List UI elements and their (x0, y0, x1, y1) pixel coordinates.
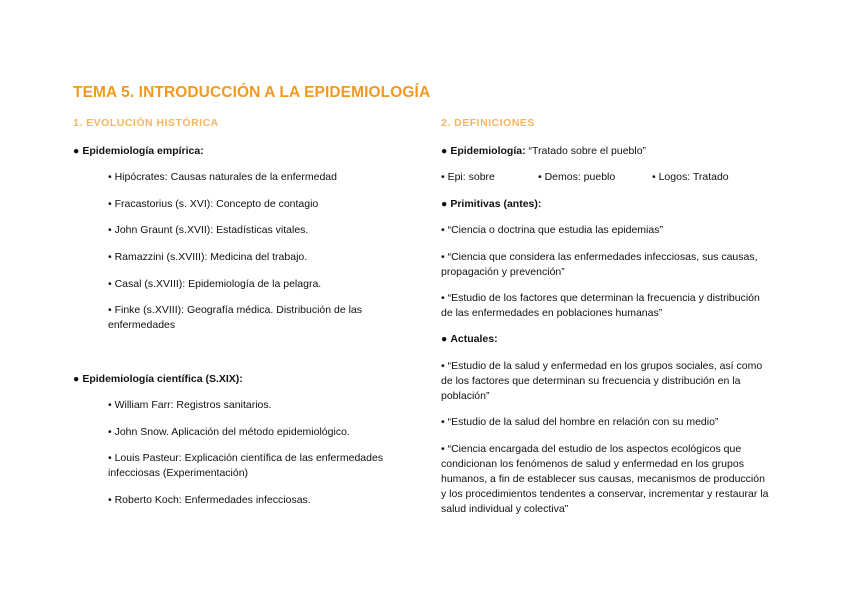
page-title: TEMA 5. INTRODUCCIÓN A LA EPIDEMIOLOGÍA (73, 84, 431, 101)
primitivas-heading (441, 197, 541, 212)
list-item: • Ramazzini (s.XVIII): Medicina del trabajo. (108, 251, 308, 263)
primitivas-label: Primitivas (antes): (450, 198, 542, 210)
list-item: • “Ciencia que considera las enfermedades infecciosas, sus causas, propagación y prevención” (441, 251, 758, 278)
empirica-label: Epidemiología empírica: (82, 145, 204, 157)
empirica-heading (73, 144, 204, 159)
list-item: • Louis Pasteur: Explicación científica de las enfermedades infecciosas (Experimentación) (108, 452, 384, 479)
bullet-icon: ● (441, 145, 448, 157)
cientifica-label: Epidemiología científica (S.XIX): (82, 373, 243, 385)
bullet-icon: ● (441, 333, 448, 345)
etymology-item: • Demos: pueblo (538, 171, 616, 183)
bullet-icon: ● (73, 373, 80, 385)
list-item: • Finke (s.XVIII): Geografía médica. Distribución de las enfermedades (108, 304, 363, 331)
etymology-item: • Epi: sobre (441, 171, 495, 183)
epidemiologia-definition (441, 144, 646, 159)
list-item: • Roberto Koch: Enfermedades infecciosas. (108, 494, 311, 506)
list-item: • John Graunt (s.XVII): Estadísticas vitales. (108, 224, 309, 236)
actuales-heading (441, 332, 498, 347)
list-item: • William Farr: Registros sanitarios. (108, 399, 272, 411)
epidemiologia-label: Epidemiología: (450, 145, 526, 157)
list-item: • “Estudio de la salud del hombre en relación con su medio” (441, 416, 719, 428)
epidemiologia-text: “Tratado sobre el pueblo” (528, 145, 647, 157)
list-item: • John Snow. Aplicación del método epidemiológico. (108, 426, 350, 438)
list-item: • Hipócrates: Causas naturales de la enfermedad (108, 171, 337, 183)
actuales-label: Actuales: (450, 333, 498, 345)
list-item: • “Ciencia o doctrina que estudia las epidemias” (441, 224, 663, 236)
cientifica-heading (73, 372, 243, 387)
etymology-item: • Logos: Tratado (652, 171, 729, 183)
bullet-icon: ● (441, 198, 448, 210)
section-heading-definiciones: 2. DEFINICIONES (441, 117, 535, 129)
list-item: • Casal (s.XVIII): Epidemiología de la pelagra. (108, 278, 322, 290)
section-heading-evolucion: 1. EVOLUCIÓN HISTÓRICA (73, 117, 219, 129)
list-item: • “Estudio de la salud y enfermedad en los grupos sociales, así como de los factores que determinan su frecuencia y distribución en la población” (441, 360, 763, 402)
list-item: • “Estudio de los factores que determinan la frecuencia y distribución de las enfermedades en poblaciones humanas” (441, 292, 760, 319)
list-item: • Fracastorius (s. XVI): Concepto de contagio (108, 198, 319, 210)
bullet-icon: ● (73, 145, 80, 157)
list-item: • “Ciencia encargada del estudio de los aspectos ecológicos que condicionan los fenómenos de salud y enfermedad en los grupos humanos, a fin de establecer sus causas, mecanismos de producción y los procedimientos tendentes a conservar, incrementar y restaurar la salud individual y colectiva” (441, 443, 769, 515)
